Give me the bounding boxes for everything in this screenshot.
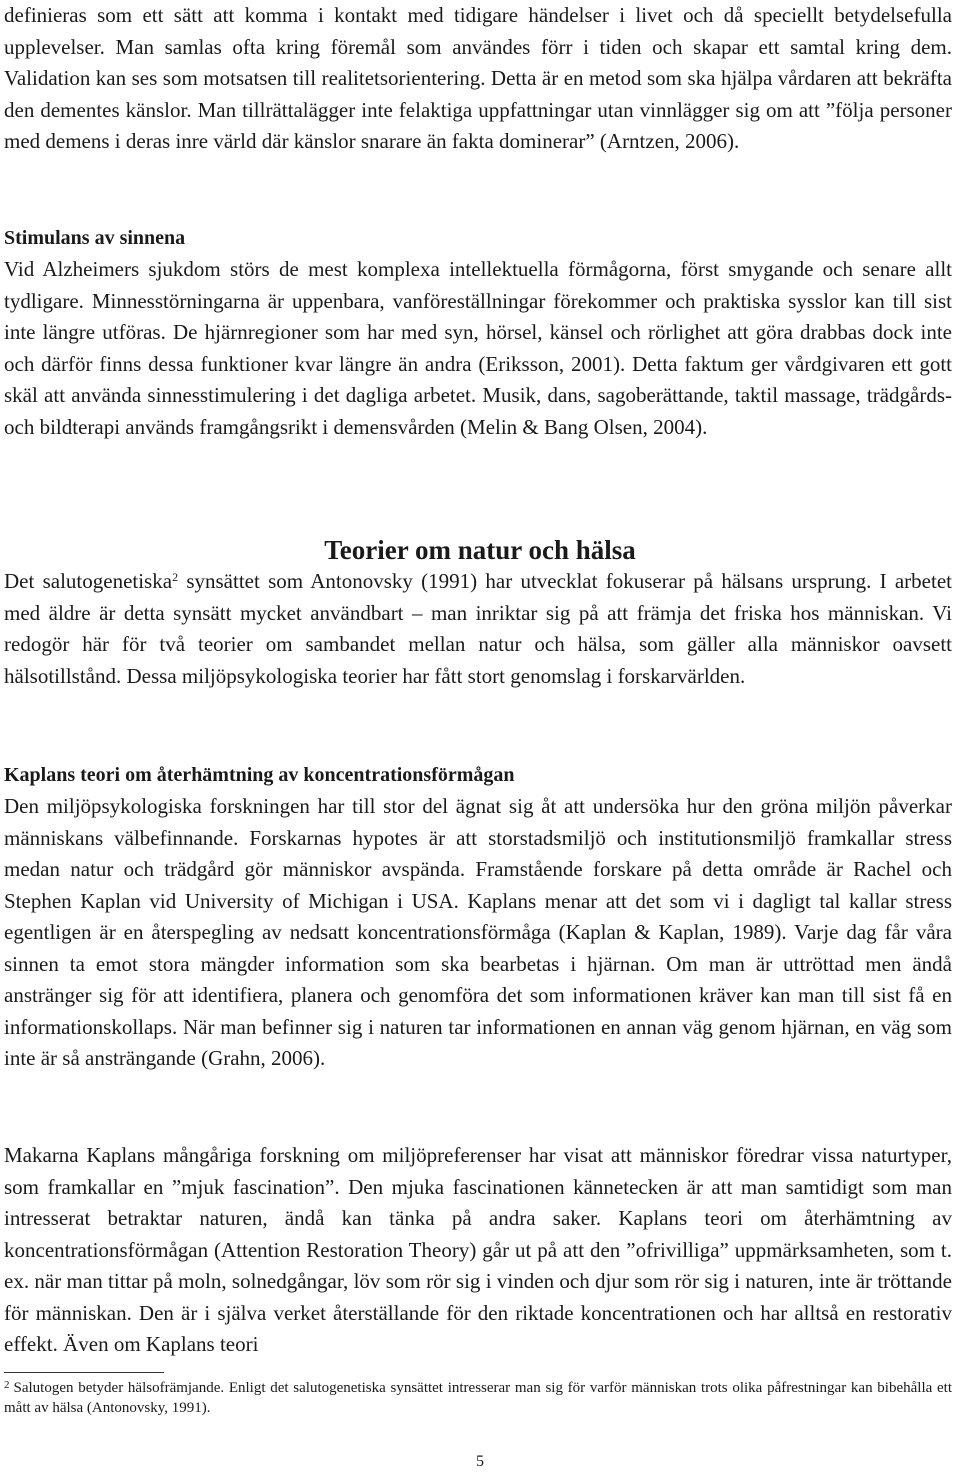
theory-section-title: Teorier om natur och hälsa [324, 535, 636, 565]
footnote-marker: 2 [4, 1379, 10, 1391]
kaplan-heading: Kaplans teori om återhämtning av koncentrationsförmågan [4, 764, 515, 786]
stimulans-section [4, 254, 952, 443]
footnote-text: Salutogen betyder hälsofrämjande. Enligt det salutogenetiska synsättet intresserar man sig för varför människan trots olika påfrestningar kan bibehålla ett mått av hälsa (Antonovsky, 1991). [4, 1380, 952, 1416]
stimulans-section-heading-wrap [4, 223, 952, 255]
intro-section [4, 0, 952, 158]
kaplan-heading-wrap [4, 760, 952, 792]
makarna-paragraph: Makarna Kaplans mångåriga forskning om miljöpreferenser har visat att människor föredrar vissa naturtyper, som framkallar en ”mjuk fascination”. Den mjuka fascinationen kännetecken är att man samtidigt som man intresserat betraktar naturen, ändå kan tänka på andra saker. Kaplans teori om återhämtning av koncentrationsförmågan (Attention Restoration Theory) går ut på att den ”ofrivilliga” uppmärksamheten, som t. ex. när man tittar på moln, solnedgångar, löv som rör sig i vinden och djur som rör sig i naturen, inte är tröttande för människan. Den är i själva verket återställande för den riktade koncentrationen och har alltså en restorativ effekt. Även om Kaplans teori [4, 1143, 952, 1356]
footnote-reference: 2 [172, 570, 179, 584]
makarna-section [4, 1140, 952, 1361]
kaplan-paragraph: Den miljöpsykologiska forskningen har till stor del ägnat sig åt att undersöka hur den gröna miljön påverkar människans välbefinnande. Forskarnas hypotes är att storstadsmiljö och institutionsmiljö framkallar stress medan natur och trädgård gör människor avspända. Framstående forskare på detta område är Rachel och Stephen Kaplan vid University of Michigan i USA. Kaplans menar att det som vi i dagligt tal kallar stress egentligen är en återspegling av nedsatt koncentrationsförmåga (Kaplan & Kaplan, 1989). Varje dag får våra sinnen ta emot stora mängder information som ska bearbetas i hjärnan. Om man är uttröttad men ändå anstränger sig för att identifiera, planera och genomföra det som informationen kräver kan man till sist få en informationskollaps. När man befinner sig i naturen tar informationen en annan väg genom hjärnan, en väg som inte är så ansträngande (Grahn, 2006). [4, 794, 952, 1070]
theory-text-start: Det salutogenetiska [4, 569, 173, 593]
footnote [4, 1378, 952, 1418]
intro-paragraph: definieras som ett sätt att komma i kontakt med tidigare händelser i livet och då speciellt betydelsefulla upplevelser. Man samlas ofta kring föremål som användes förr i tiden och skapar ett samtal kring dem. Validation kan ses som motsatsen till realitetsorientering. Detta är en metod som ska hjälpa vårdaren att bekräfta den dementes känslor. Man tillrättalägger inte felaktiga uppfattningar utan vinnlägger sig om att ”följa personer med demens i deras inre värld där känslor snarare än fakta dominerar” (Arntzen, 2006). [4, 3, 952, 153]
theory-paragraph [4, 566, 952, 692]
stimulans-heading: Stimulans av sinnena [4, 227, 186, 249]
theory-section [4, 566, 952, 692]
footnote-divider [4, 1372, 164, 1373]
page-number: 5 [476, 1453, 484, 1470]
kaplan-section [4, 791, 952, 1075]
theory-text-rest: synsättet som Antonovsky (1991) har utvecklat fokuserar på hälsans ursprung. I arbetet med äldre är detta synsätt mycket användbart – man inriktar sig på att främja det friska hos människan. Vi redogör här för två teorier om sambandet mellan natur och hälsa, som gäller alla människor oavsett hälsotillstånd. Dessa miljöpsykologiska teorier har fått stort genomslag i forskarvärlden. [4, 569, 952, 688]
stimulans-paragraph: Vid Alzheimers sjukdom störs de mest komplexa intellektuella förmågorna, först smygande och senare allt tydligare. Minnesstörningarna är uppenbara, vanföreställningar förekommer och praktiska sysslor kan till sist inte längre utföras. De hjärnregioner som har med syn, hörsel, känsel och rörlighet att göra drabbas dock inte och därför finns dessa funktioner kvar längre än andra (Eriksson, 2001). Detta faktum ger vårdgivaren ett gott skäl att använda sinnesstimulering i det dagliga arbetet. Musik, dans, sagoberättande, taktil massage, trädgårds- och bildterapi används framgångsrikt i demensvården (Melin & Bang Olsen, 2004). [4, 257, 952, 439]
